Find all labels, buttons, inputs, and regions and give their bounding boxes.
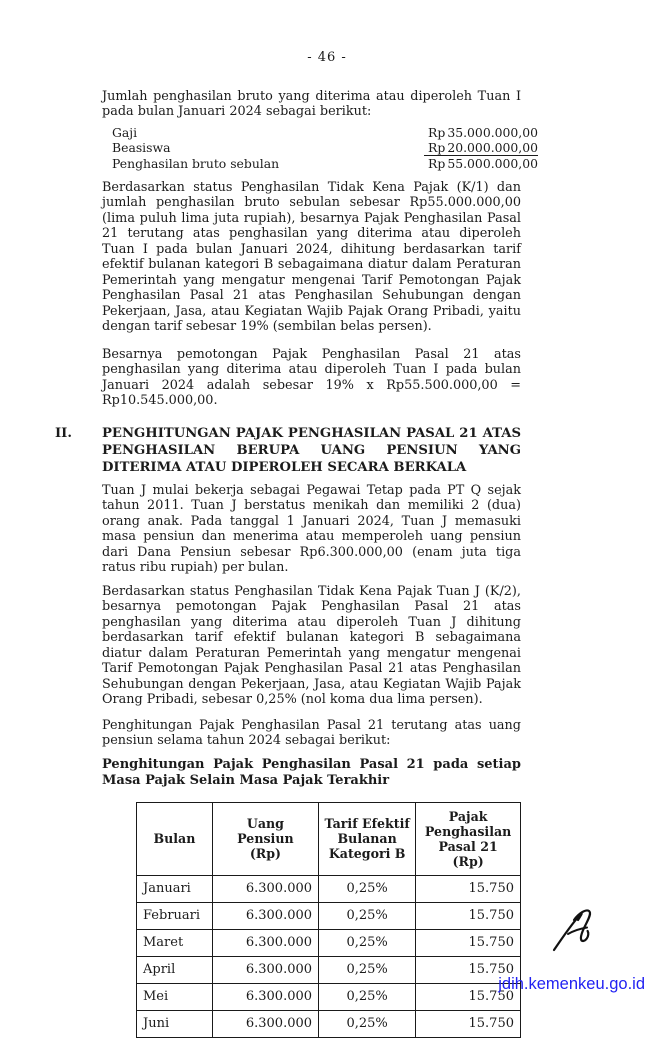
- income-amount-group: [424, 125, 538, 140]
- section-heading-text: PENGHITUNGAN PAJAK PENGHASILAN PASAL 21 ATAS PENGHASILAN BERUPA UANG PENSIUN YANG DITERIMA ATAU DIPEROLEH SECARA BERKALA: [102, 425, 521, 475]
- cell-bulan: Februari: [137, 902, 213, 929]
- cell-bulan: Januari: [137, 875, 213, 902]
- cell-bulan: April: [137, 956, 213, 983]
- pph21-monthly-table: [136, 802, 521, 1038]
- cell-pajak: 15.750: [416, 875, 521, 902]
- table-row: [137, 929, 521, 956]
- cell-pajak: 15.750: [416, 956, 521, 983]
- paragraph-tax-amount: Besarnya pemotongan Pajak Penghasilan Pasal 21 atas penghasilan yang diterima atau diperoleh Tuan I pada bulan Januari 2024 adalah sebesar 19% x Rp55.500.000,00 = Rp10.545.000,00.: [102, 346, 521, 408]
- cell-uang-pensiun: 6.300.000: [212, 956, 318, 983]
- cell-uang-pensiun: 6.300.000: [212, 1010, 318, 1037]
- income-amount: 20.000.000,00: [447, 139, 538, 155]
- table-row: [137, 875, 521, 902]
- header-tarif-efektif: Tarif Efektif Bulanan Kategori B: [319, 802, 416, 875]
- cell-uang-pensiun: 6.300.000: [212, 875, 318, 902]
- cell-tarif: 0,25%: [319, 956, 416, 983]
- income-amount-group: [424, 140, 538, 156]
- currency-label: Rp: [428, 155, 446, 171]
- table-row: [137, 902, 521, 929]
- cell-tarif: 0,25%: [319, 929, 416, 956]
- cell-tarif: 0,25%: [319, 1010, 416, 1037]
- table-title: Penghitungan Pajak Penghasilan Pasal 21 pada setiap Masa Pajak Selain Masa Pajak Terakhir: [102, 756, 521, 788]
- signature-initials-icon: [550, 908, 604, 954]
- income-amount: 55.000.000,00: [447, 155, 538, 171]
- paragraph-pension-intro: Tuan J mulai bekerja sebagai Pegawai Tetap pada PT Q sejak tahun 2011. Tuan J berstatus menikah dan memiliki 2 (dua) orang anak. Pada tanggal 1 Januari 2024, Tuan J memasuki masa pensiun dan menerima atau memperoleh uang pensiun dari Dana Pensiun sebesar Rp6.300.000,00 (enam juta tiga ratus ribu rupiah) per bulan.: [102, 482, 521, 575]
- income-amount-group: [424, 156, 538, 171]
- income-label: Beasiswa: [112, 139, 171, 155]
- income-row-beasiswa: [102, 140, 538, 156]
- cell-tarif: 0,25%: [319, 983, 416, 1010]
- page-number: - 46 -: [307, 50, 347, 65]
- paragraph-pension-basis: Berdasarkan status Penghasilan Tidak Kena Pajak Tuan J (K/2), besarnya pemotongan Pajak Penghasilan Pasal 21 atas penghasilan yang diterima atau diperoleh Tuan J dihitung berdasarkan tarif efektif bulanan kategori B sebagaimana diatur dalam Peraturan Pemerintah yang mengatur mengenai Tarif Pemotongan Pajak Penghasilan Pasal 21 atas Penghasilan Sehubungan dengan Pekerjaan, Jasa, atau Kegiatan Wajib Pajak Orang Pribadi, sebesar 0,25% (nol koma dua lima persen).: [102, 583, 521, 707]
- income-amount: 35.000.000,00: [447, 124, 538, 140]
- paragraph-pension-calc: Penghitungan Pajak Penghasilan Pasal 21 terutang atas uang pensiun selama tahun 2024 sebagai berikut:: [102, 717, 521, 748]
- cell-pajak: 15.750: [416, 983, 521, 1010]
- income-row-gaji: [102, 125, 538, 140]
- table-header-row: [137, 802, 521, 875]
- currency-label: Rp: [428, 139, 446, 155]
- header-bulan: Bulan: [137, 802, 213, 875]
- cell-uang-pensiun: 6.300.000: [212, 983, 318, 1010]
- section-numeral: II.: [55, 425, 72, 441]
- cell-uang-pensiun: 6.300.000: [212, 929, 318, 956]
- cell-bulan: Mei: [137, 983, 213, 1010]
- income-label: Penghasilan bruto sebulan: [112, 155, 280, 171]
- table-row: [137, 983, 521, 1010]
- paragraph-bruto-intro: Jumlah penghasilan bruto yang diterima atau diperoleh Tuan I pada bulan Januari 2024 sebagai berikut:: [102, 88, 521, 119]
- section-ii-heading: [55, 425, 521, 476]
- header-pajak-pasal21: Pajak Penghasilan Pasal 21 (Rp): [416, 802, 521, 875]
- currency-label: Rp: [428, 124, 446, 140]
- cell-bulan: Juni: [137, 1010, 213, 1037]
- income-label: Gaji: [112, 124, 138, 140]
- cell-tarif: 0,25%: [319, 875, 416, 902]
- cell-pajak: 15.750: [416, 929, 521, 956]
- table-row: [137, 1010, 521, 1037]
- income-row-total: [102, 156, 538, 171]
- header-uang-pensiun: Uang Pensiun (Rp): [212, 802, 318, 875]
- cell-uang-pensiun: 6.300.000: [212, 902, 318, 929]
- table-row: [137, 956, 521, 983]
- cell-bulan: Maret: [137, 929, 213, 956]
- income-list: [102, 125, 538, 171]
- cell-pajak: 15.750: [416, 902, 521, 929]
- cell-pajak: 15.750: [416, 1010, 521, 1037]
- paragraph-tax-basis: Berdasarkan status Penghasilan Tidak Kena Pajak (K/1) dan jumlah penghasilan bruto sebulan sebesar Rp55.000.000,00 (lima puluh lima juta rupiah), besarnya Pajak Penghasilan Pasal 21 terutang atas penghasilan yang diterima atau diperoleh Tuan I pada bulan Januari 2024, dihitung berdasarkan tarif efektif bulanan kategori B sebagaimana diatur dalam Peraturan Pemerintah yang mengatur mengenai Tarif Pemotongan Pajak Penghasilan Pasal 21 atas Penghasilan Sehubungan dengan Pekerjaan, Jasa, atau Kegiatan Wajib Pajak Orang Pribadi, yaitu dengan tarif sebesar 19% (sembilan belas persen).: [102, 179, 521, 334]
- page-content: [55, 88, 538, 1038]
- jdih-kemenkeu-link[interactable]: jdih.kemenkeu.go.id: [498, 974, 645, 993]
- cell-tarif: 0,25%: [319, 902, 416, 929]
